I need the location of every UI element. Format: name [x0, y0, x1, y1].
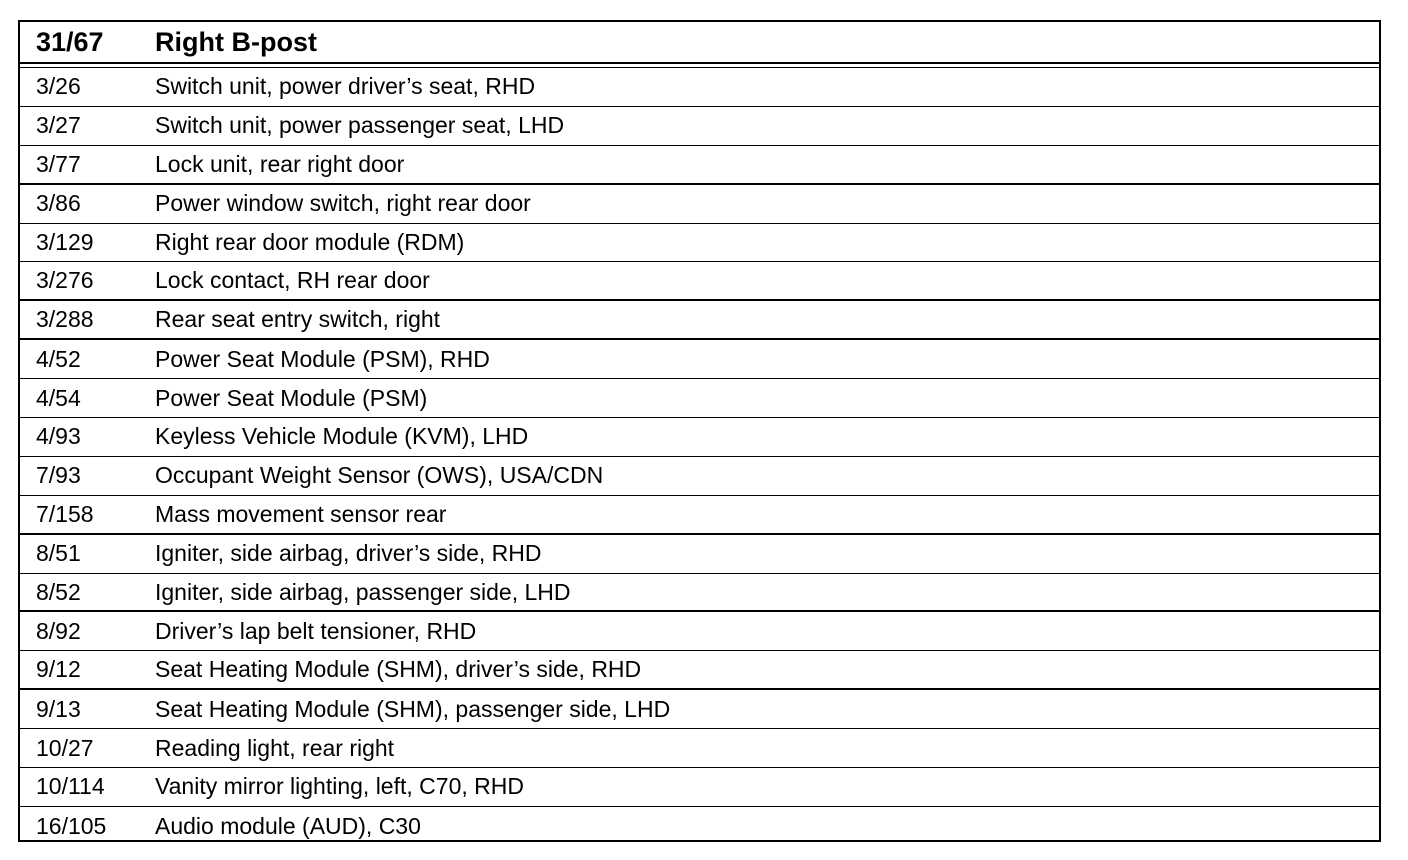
table-row — [20, 612, 1379, 651]
row-code: 3/77 — [36, 150, 81, 177]
row-description: Reading light, rear right — [155, 734, 395, 761]
table-row — [20, 535, 1379, 574]
row-description: Right rear door module (RDM) — [155, 229, 465, 255]
row-description: Power window switch, right rear door — [155, 190, 531, 217]
table-header — [20, 22, 1379, 64]
table-row — [20, 262, 1379, 301]
table-row — [20, 651, 1379, 690]
row-description: Audio module (AUD), C30 — [155, 812, 421, 839]
row-code: 9/13 — [36, 695, 81, 722]
row-code: 3/129 — [36, 229, 94, 255]
row-description: Power Seat Module (PSM) — [155, 384, 428, 411]
row-description: Power Seat Module (PSM), RHD — [155, 345, 490, 372]
row-description: Vanity mirror lighting, left, C70, RHD — [155, 773, 524, 800]
row-description: Rear seat entry switch, right — [155, 306, 441, 333]
table-row — [20, 418, 1379, 457]
table-row — [20, 146, 1379, 185]
table-body — [20, 68, 1379, 846]
row-code: 4/54 — [36, 384, 81, 411]
row-description: Occupant Weight Sensor (OWS), USA/CDN — [155, 462, 604, 489]
table-row — [20, 690, 1379, 729]
row-description: Lock contact, RH rear door — [155, 267, 430, 294]
row-description: Switch unit, power driver’s seat, RHD — [155, 73, 536, 100]
row-code: 8/92 — [36, 617, 81, 644]
row-code: 3/276 — [36, 267, 94, 294]
table-row — [20, 496, 1379, 535]
row-code: 3/86 — [36, 190, 81, 217]
row-code: 16/105 — [36, 812, 107, 839]
row-code: 10/114 — [36, 773, 105, 800]
table-row — [20, 379, 1379, 418]
row-description: Mass movement sensor rear — [155, 500, 447, 527]
table-row — [20, 457, 1379, 496]
row-description: Igniter, side airbag, passenger side, LHD — [155, 578, 571, 605]
row-description: Lock unit, rear right door — [155, 150, 405, 177]
header-code: 31/67 — [36, 26, 104, 57]
row-code: 9/12 — [36, 656, 81, 683]
table-row — [20, 68, 1379, 107]
table-row — [20, 107, 1379, 146]
table-row — [20, 185, 1379, 224]
row-description: Keyless Vehicle Module (KVM), LHD — [155, 423, 529, 450]
row-code: 3/27 — [36, 112, 81, 139]
row-description: Seat Heating Module (SHM), driver’s side, RHD — [155, 656, 642, 683]
table-row — [20, 340, 1379, 379]
row-description: Seat Heating Module (SHM), passenger side, LHD — [155, 695, 671, 722]
table-row — [20, 574, 1379, 613]
header-title: Right B-post — [155, 26, 317, 57]
row-code: 7/158 — [36, 500, 94, 527]
row-code: 4/93 — [36, 423, 81, 450]
row-code: 7/93 — [36, 462, 81, 489]
row-code: 3/288 — [36, 306, 94, 333]
table-row — [20, 301, 1379, 340]
table-row — [20, 729, 1379, 768]
component-table — [18, 20, 1381, 842]
row-code: 3/26 — [36, 73, 81, 100]
row-description: Igniter, side airbag, driver’s side, RHD — [155, 540, 542, 567]
row-code: 8/51 — [36, 540, 81, 567]
row-code: 4/52 — [36, 345, 81, 372]
table-row — [20, 768, 1379, 807]
row-description: Driver’s lap belt tensioner, RHD — [155, 617, 477, 644]
row-code: 10/27 — [36, 734, 94, 761]
row-code: 8/52 — [36, 578, 81, 605]
table-row — [20, 224, 1379, 263]
row-description: Switch unit, power passenger seat, LHD — [155, 112, 565, 139]
table-row — [20, 807, 1379, 846]
